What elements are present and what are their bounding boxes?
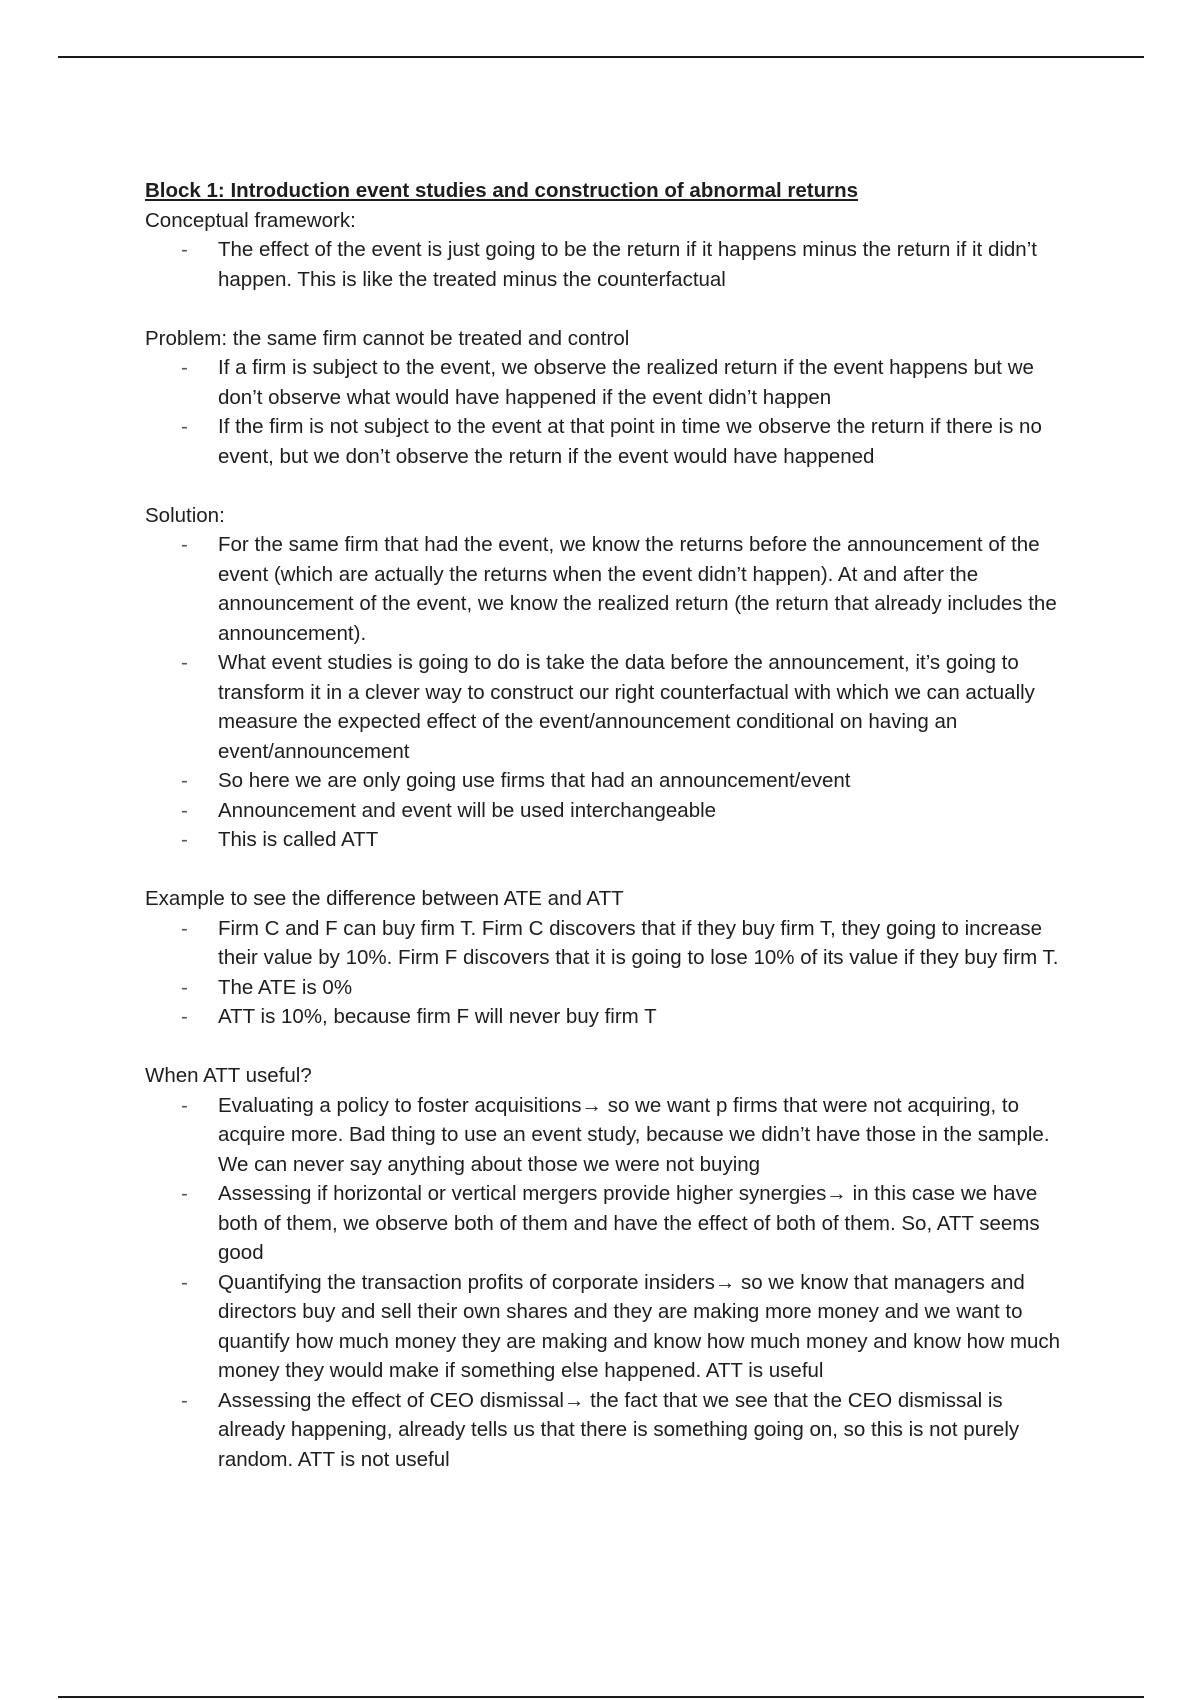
list-item-text: Firm C and F can buy firm T. Firm C discovers that if they buy firm T, they going to increase their value by 10%. Firm F discovers that it is going to lose 10% of its value if they buy firm T. bbox=[218, 916, 1059, 969]
bullet-list bbox=[145, 530, 1065, 855]
section-heading: Conceptual framework: bbox=[145, 208, 356, 232]
list-item bbox=[145, 1002, 1065, 1032]
list-item bbox=[145, 796, 1065, 826]
list-item bbox=[145, 530, 1065, 648]
section-example-ate-att bbox=[145, 884, 1065, 1032]
list-item-text: Announcement and event will be used interchangeable bbox=[218, 798, 717, 822]
list-item-text: If the firm is not subject to the event at that point in time we observe the return if there is no event, but we don’t observe the return if the event would have happened bbox=[218, 415, 1042, 468]
list-item bbox=[145, 914, 1065, 973]
list-item bbox=[145, 648, 1065, 766]
bullet-marker: - bbox=[181, 975, 188, 999]
section-when-att-useful bbox=[145, 1061, 1065, 1474]
bullet-marker: - bbox=[181, 356, 188, 379]
list-item-text: So here we are only going use firms that had an announcement/event bbox=[218, 769, 851, 792]
bullet-marker: - bbox=[181, 651, 188, 674]
list-item bbox=[145, 1386, 1065, 1475]
bullet-marker: - bbox=[181, 1270, 188, 1294]
list-item-text: For the same firm that had the event, we know the returns before the announcement of the event (which are actually the returns when the event didn’t happen). At and after the announcement of the event, we know the realized return (the return that already includes the announcement). bbox=[218, 533, 1057, 645]
bullet-marker: - bbox=[181, 415, 188, 438]
list-item bbox=[145, 412, 1065, 471]
bullet-list bbox=[145, 235, 1065, 294]
section-heading: Solution: bbox=[145, 503, 225, 527]
footer-rule bbox=[58, 1696, 1144, 1698]
document-title: Block 1: Introduction event studies and construction of abnormal returns bbox=[145, 179, 859, 202]
list-item-text: The effect of the event is just going to be the return if it happens minus the return if it didn’t happen. This is like the treated minus the counterfactual bbox=[218, 238, 1037, 291]
list-item bbox=[145, 1268, 1065, 1386]
bullet-marker: - bbox=[181, 798, 188, 822]
list-item bbox=[145, 825, 1065, 855]
section-heading: Example to see the difference between ATE and ATT bbox=[145, 887, 624, 910]
bullet-list bbox=[145, 353, 1065, 471]
bullet-list bbox=[145, 1091, 1065, 1475]
section-conceptual-framework bbox=[145, 206, 1065, 295]
section-heading: When ATT useful? bbox=[145, 1064, 312, 1087]
section-solution bbox=[145, 501, 1065, 855]
header-rule bbox=[58, 56, 1144, 58]
list-item bbox=[145, 353, 1065, 412]
bullet-marker: - bbox=[181, 238, 188, 261]
bullet-marker: - bbox=[181, 533, 188, 556]
list-item-text: What event studies is going to do is take the data before the announcement, it’s going to transform it in a clever way to construct our right counterfactual with which we can actually measure the expected effect of the event/announcement conditional on having an event/announcement bbox=[218, 651, 1035, 763]
bullet-marker: - bbox=[181, 769, 188, 792]
bullet-list bbox=[145, 914, 1065, 1032]
list-item bbox=[145, 973, 1065, 1003]
list-item bbox=[145, 766, 1065, 796]
list-item-text: Evaluating a policy to foster acquisitions→ so we want p firms that were not acquiring, to acquire more. Bad thing to use an event study, because we didn’t have those in the sample. We can never say anything about those we were not buying bbox=[218, 1093, 1050, 1176]
list-item bbox=[145, 1091, 1065, 1180]
list-item-text: The ATE is 0% bbox=[218, 975, 353, 999]
bullet-marker: - bbox=[181, 828, 188, 851]
bullet-marker: - bbox=[181, 1093, 188, 1117]
section-problem bbox=[145, 324, 1065, 472]
bullet-marker: - bbox=[181, 916, 188, 940]
list-item-text: This is called ATT bbox=[218, 828, 379, 851]
bullet-marker: - bbox=[181, 1388, 188, 1412]
list-item bbox=[145, 1179, 1065, 1268]
list-item bbox=[145, 235, 1065, 294]
section-heading: Problem: the same firm cannot be treated and control bbox=[145, 326, 630, 350]
bullet-marker: - bbox=[181, 1005, 188, 1028]
document-body bbox=[145, 176, 1065, 1474]
list-item-text: Assessing if horizontal or vertical mergers provide higher synergies→ in this case we have both of them, we observe both of them and have the effect of both of them. So, ATT seems good bbox=[218, 1182, 1040, 1264]
list-item-text: If a firm is subject to the event, we observe the realized return if the event happens but we don’t observe what would have happened if the event didn’t happen bbox=[218, 356, 1034, 409]
list-item-text: Quantifying the transaction profits of corporate insiders→ so we know that managers and directors buy and sell their own shares and they are making more money and we want to quantify how much money they are making and know how much money and know how much money they would make if something else happened. ATT is useful bbox=[218, 1270, 1061, 1382]
bullet-marker: - bbox=[181, 1182, 188, 1205]
list-item-text: Assessing the effect of CEO dismissal→ the fact that we see that the CEO dismissal is already happening, already tells us that there is something going on, so this is not purely random. ATT is not useful bbox=[218, 1388, 1020, 1471]
list-item-text: ATT is 10%, because firm F will never buy firm T bbox=[218, 1005, 657, 1028]
